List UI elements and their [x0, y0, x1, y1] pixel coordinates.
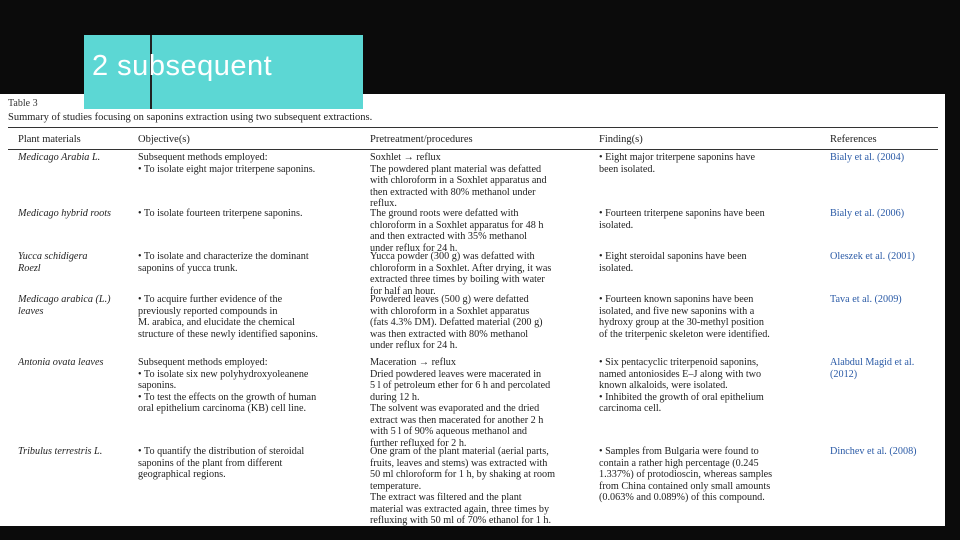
plant-cell [18, 294, 134, 317]
slide-title-box [84, 35, 363, 109]
cell-line: The ground roots were defatted with [370, 208, 519, 219]
cell-line: • Fourteen known saponins have been [599, 294, 754, 305]
header-rule [8, 149, 938, 150]
cell-line: • Inhibited the growth of oral epithelium [599, 391, 764, 403]
cell-line: Tribulus terrestris L. [18, 446, 103, 457]
reference-link[interactable]: Tava et al. (2009) [830, 294, 902, 305]
cell-line: • Eight major triterpene saponins have [599, 152, 756, 163]
cell-line: 1.337%) of protodioscin, whereas samples [599, 469, 773, 480]
cell-line: saponins. [138, 380, 177, 391]
cell-line: Medicago arabica (L.) [18, 294, 111, 305]
cell-line: • To quantify the distribution of steroidal [138, 446, 305, 457]
cell-line: saponins of the plant from different [138, 457, 283, 469]
cell-line: chloroform in a Soxhlet apparatus for 48 h [370, 219, 544, 231]
cell-line: refluxing with 50 ml of 70% ethanol for 1 h. [370, 515, 552, 526]
cell-line: • To test the effects on the growth of human [138, 391, 317, 403]
header-plant: Plant materials [18, 134, 81, 145]
objective-cell [138, 152, 364, 175]
cell-line: Yucca powder (300 g) was defatted with [370, 251, 535, 262]
finding-cell [599, 208, 823, 231]
cell-line: during 12 h. [370, 391, 420, 403]
header-objective: Objective(s) [138, 134, 190, 145]
cell-line: Roezl [18, 262, 41, 274]
cell-line: • To acquire further evidence of the [138, 294, 283, 305]
cell-line: isolated. [599, 262, 634, 274]
cell-line: Yucca schidigera [18, 251, 88, 262]
cell-line: carcinoma cell. [599, 403, 662, 414]
cell-line: • Fourteen triterpene saponins have been [599, 208, 765, 219]
cell-line: One gram of the plant material (aerial parts, [370, 446, 549, 457]
cell-line: • Samples from Bulgaria were found to [599, 446, 759, 457]
cell-line: then extracted with 80% methanol under [370, 186, 536, 198]
finding-cell [599, 294, 823, 340]
cell-line: extracted three times by boiling with water [370, 274, 545, 285]
objective-cell [138, 208, 364, 220]
top-rule [8, 127, 938, 128]
plant-cell [18, 357, 134, 369]
cell-line: chloroform in a Soxhlet. After drying, it was [370, 262, 552, 274]
cell-line: with chloroform in a Soxhlet apparatus and [370, 175, 547, 186]
cell-line: • To isolate and characterize the dominant [138, 251, 309, 262]
table-caption: Summary of studies focusing on saponins extraction using two subsequent extractions. [8, 112, 373, 123]
reference-link[interactable]: Bialy et al. (2004) [830, 152, 905, 163]
cell-line: 50 ml chloroform for 1 h, by shaking at room [370, 469, 556, 480]
cell-line: Subsequent methods employed: [138, 357, 268, 368]
cell-line: contain a rather high percentage (0.245 [599, 457, 759, 469]
cell-line: M. arabica, and elucidate the chemical [138, 317, 295, 328]
cell-line: oral epithelium carcinoma (KB) cell line. [138, 403, 307, 414]
reference-link[interactable]: Alabdul Magid et al. (2012) [830, 357, 915, 380]
objective-cell [138, 357, 364, 415]
procedure-cell [370, 208, 596, 254]
cell-line: Antonia ovata leaves [18, 357, 104, 368]
procedure-cell [370, 446, 596, 526]
cell-line: Dried powdered leaves were macerated in [370, 368, 542, 380]
cell-line: fruits, leaves and stems) was extracted with [370, 457, 548, 469]
cell-line: under reflux for 24 h. [370, 340, 458, 351]
cell-line: previously reported compounds in [138, 305, 278, 317]
cell-line: (fats 4.3% DM). Defatted material (200 g) [370, 317, 543, 328]
cell-line: • To isolate eight major triterpene saponins. [138, 163, 316, 175]
cell-line: further refluxed for 2 h. [370, 437, 467, 449]
plant-cell [18, 152, 134, 164]
cell-line: for half an hour. [370, 285, 436, 297]
finding-cell [599, 251, 823, 274]
cell-line: Soxhlet → reflux [370, 152, 441, 163]
cell-line: with chloroform in a Soxhlet apparatus [370, 305, 530, 317]
cell-line: been isolated. [599, 163, 656, 175]
plant-cell [18, 208, 134, 220]
procedure-cell [370, 357, 596, 449]
procedure-cell [370, 251, 596, 297]
cell-line: The powdered plant material was defatted [370, 163, 542, 175]
cell-line: from China contained only small amounts [599, 480, 771, 492]
cell-line: Medicago hybrid roots [18, 208, 111, 219]
cell-line: • Eight steroidal saponins have been [599, 251, 747, 262]
slide-title: 2 subsequent [92, 50, 273, 82]
header-procedure: Pretreatment/procedures [370, 134, 473, 145]
cell-line: material was extracted again, three times by [370, 503, 550, 515]
cell-line: Subsequent methods employed: [138, 152, 268, 163]
plant-cell [18, 446, 134, 458]
objective-cell [138, 294, 364, 340]
header-finding: Finding(s) [599, 134, 643, 145]
cell-line: Medicago Arabia L. [18, 152, 101, 163]
finding-cell [599, 446, 823, 504]
cell-line: Maceration → reflux [370, 357, 456, 368]
header-references: References [830, 134, 877, 145]
reference-link[interactable]: Bialy et al. (2006) [830, 208, 905, 219]
cell-line: known alkaloids, were isolated. [599, 380, 728, 391]
cell-line: • To isolate six new polyhydroxyoleanene [138, 368, 309, 380]
objective-cell [138, 446, 364, 481]
cell-line: saponins of yucca trunk. [138, 262, 238, 274]
plant-cell [18, 251, 134, 274]
cell-line: • To isolate fourteen triterpene saponins. [138, 208, 303, 219]
cell-line: of the triterpenic skeleton were identified. [599, 328, 770, 340]
cell-line: and then extracted with 35% methanol [370, 231, 528, 242]
cell-line: under reflux for 24 h. [370, 242, 458, 254]
cell-line: extract was then macerated for another 2 h [370, 414, 544, 426]
cell-line: hydroxy group at the 30-methyl position [599, 317, 764, 328]
finding-cell [599, 357, 823, 415]
cell-line: structure of these newly identified saponins. [138, 328, 318, 340]
cell-line: was then extracted with 80% methanol [370, 328, 529, 340]
finding-cell [599, 152, 823, 175]
cell-line: isolated. [599, 219, 634, 231]
cell-line: The solvent was evaporated and the dried [370, 403, 540, 414]
cell-line: named antoniosides E–J along with two [599, 368, 762, 380]
cell-line: leaves [18, 305, 44, 317]
procedure-cell [370, 294, 596, 352]
cell-line: isolated, and five new saponins with a [599, 305, 755, 317]
cell-line: 5 l of petroleum ether for 6 h and percolated [370, 380, 551, 391]
cell-line: with 5 l of 90% aqueous methanol and [370, 426, 528, 437]
cell-line: reflux. [370, 198, 397, 209]
table-label: Table 3 [8, 98, 38, 109]
objective-cell [138, 251, 364, 274]
cell-line: The extract was filtered and the plant [370, 492, 522, 503]
cell-line: (0.063% and 0.089%) of this compound. [599, 492, 765, 503]
procedure-cell [370, 152, 596, 210]
reference-link[interactable]: Oleszek et al. (2001) [830, 251, 915, 262]
document-page [0, 94, 945, 526]
reference-link[interactable]: Dinchev et al. (2008) [830, 446, 917, 457]
cell-line: Powdered leaves (500 g) were defatted [370, 294, 529, 305]
cell-line: geographical regions. [138, 469, 226, 480]
cell-line: • Six pentacyclic triterpenoid saponins, [599, 357, 759, 368]
cell-line: temperature. [370, 480, 422, 492]
